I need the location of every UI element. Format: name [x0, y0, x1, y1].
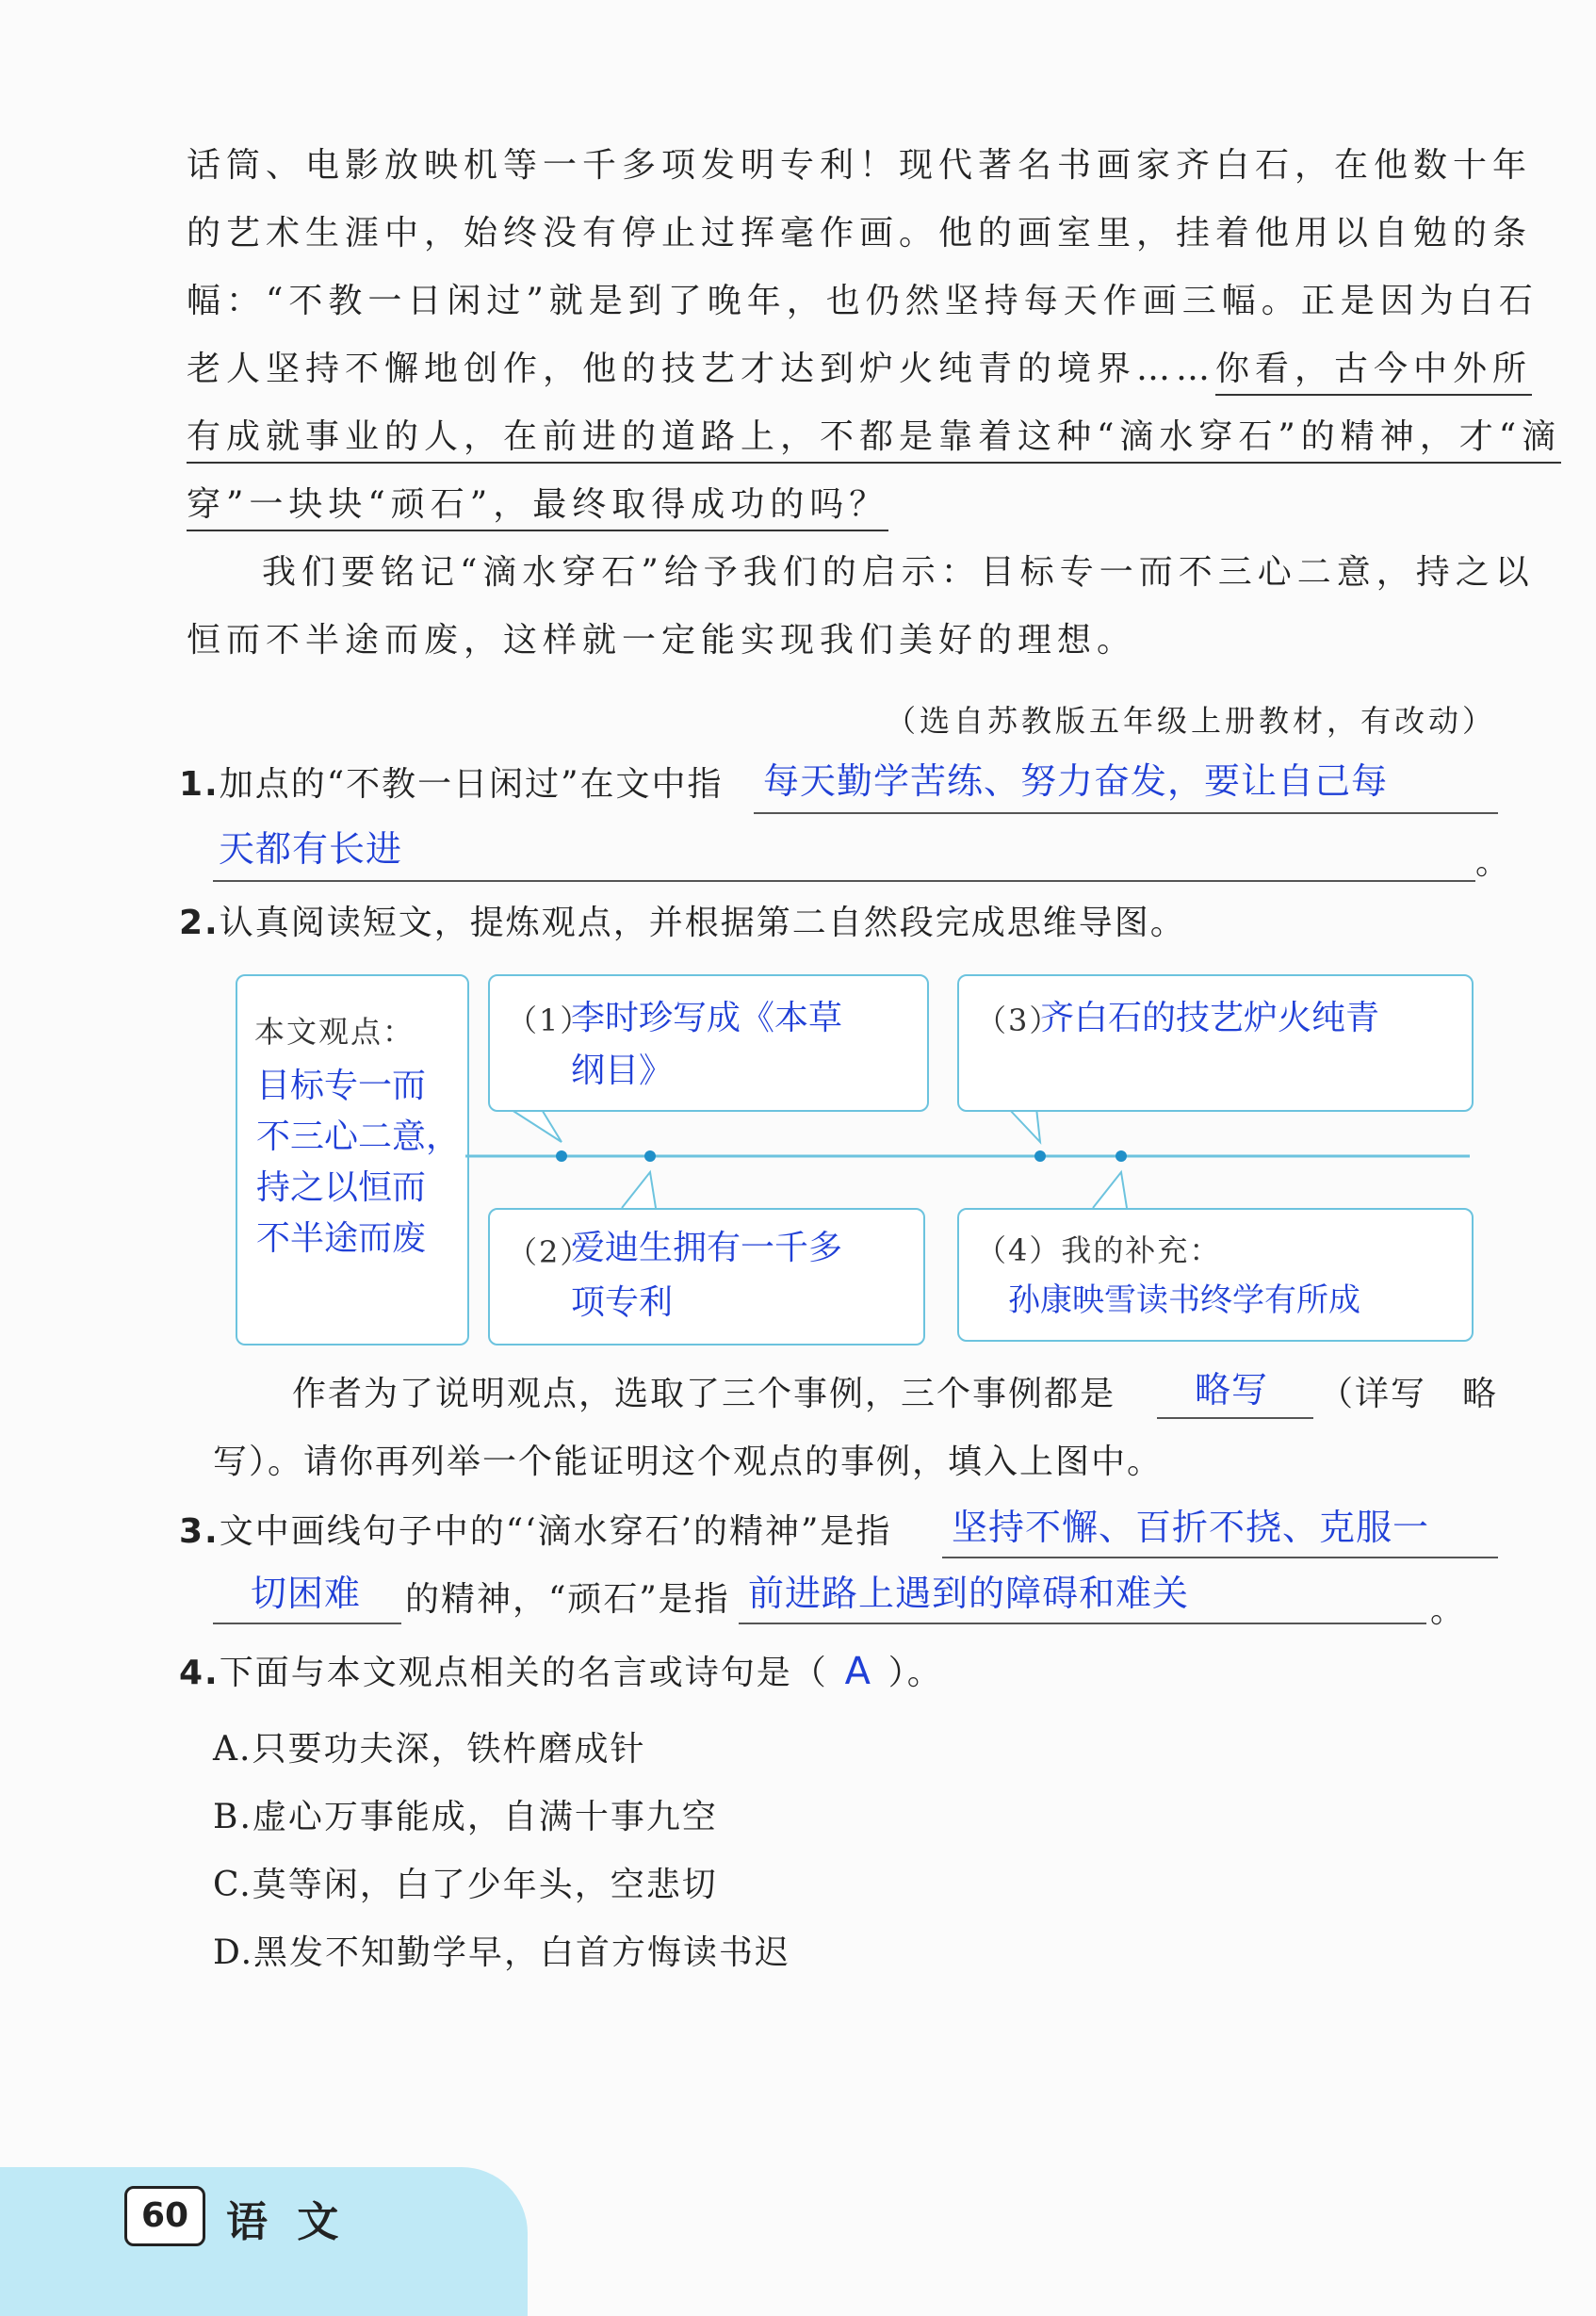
box2-pointer	[622, 1172, 656, 1208]
underlined-sentence-part-1: 你看，古今中外所	[1215, 350, 1532, 396]
box1-pointer	[509, 1108, 562, 1142]
viewpoint-answer-line-1: 目标专一而	[256, 1067, 427, 1105]
passage-line-2: 的艺术生涯中，始终没有停止过挥毫作画。他的画室里，挂着他用以自勉的条	[187, 214, 1533, 253]
box4-pointer	[1093, 1172, 1127, 1208]
question-3-blank-1[interactable]	[942, 1557, 1498, 1558]
question-4-text-end: ）。	[888, 1654, 943, 1692]
underlined-sentence-part-2: 有成就事业的人，在前进的道路上，不都是靠着这种“滴水穿石”的精神，才“滴	[187, 417, 1561, 464]
question-1-answer-2: 天都有长进	[219, 828, 403, 870]
source-note: （选自苏教版五年级上册教材，有改动）	[885, 703, 1496, 739]
paragraph-2-line-1: 我们要铭记“滴水穿石”给予我们的启示：目标专一而不三心二意，持之以	[262, 553, 1535, 592]
example-box-2-answer-line-2: 项专利	[571, 1283, 674, 1322]
question-3	[179, 1512, 892, 1551]
passage-line-1: 话筒、电影放映机等一千多项发明专利！现代著名书画家齐白石，在他数十年	[187, 146, 1533, 185]
question-3-answer-1: 坚持不懈、百折不挠、克服一	[952, 1507, 1430, 1548]
supplement-label: （4）我的补充：	[976, 1232, 1222, 1268]
underlined-sentence-part-3: 穿”一块块“顽石”，最终取得成功的吗？	[187, 485, 888, 531]
question-2-follow-answer: 略写	[1195, 1369, 1269, 1411]
question-4-number: 4.	[179, 1654, 220, 1692]
question-2-number: 2.	[179, 904, 220, 942]
question-1-period: 。	[1475, 843, 1512, 882]
passage-line-3: 幅：“不教一日闲过”就是到了晚年，也仍然坚持每天作画三幅。正是因为白石	[187, 282, 1539, 320]
option-b: B.虚心万事能成，自满十事九空	[213, 1798, 718, 1836]
question-4-text: 下面与本文观点相关的名言或诗句是（	[219, 1654, 828, 1692]
example-box-2-answer-line-1: 爱迪生拥有一千多	[571, 1229, 843, 1267]
viewpoint-answer-line-3: 持之以恒而	[256, 1168, 427, 1207]
question-3-period: 。	[1430, 1591, 1467, 1630]
example-box-2-label: （2）	[507, 1234, 593, 1270]
paragraph-2-line-2: 恒而不半途而废，这样就一定能实现我们美好的理想。	[187, 621, 1137, 660]
timeline-dot-1	[556, 1150, 567, 1162]
question-2-follow-blank[interactable]	[1157, 1417, 1313, 1419]
question-1-text: 加点的“不教一日闲过”在文中指	[219, 765, 724, 804]
question-2-follow-text-3: 写）。请你再列举一个能证明这个观点的事例，填入上图中。	[213, 1443, 1164, 1481]
question-2-follow-text-2: （详写 略	[1319, 1375, 1499, 1413]
timeline-dot-3	[1034, 1150, 1046, 1162]
question-4-answer[interactable]: A	[844, 1650, 871, 1693]
question-3-answer-2: 切困难	[251, 1573, 362, 1614]
question-4	[179, 1650, 943, 1693]
example-box-3-label: （3）	[976, 1003, 1062, 1038]
question-2-follow-text-1: 作者为了说明观点，选取了三个事例，三个事例都是	[292, 1375, 1116, 1413]
question-3-text: 文中画线句子中的“‘滴水穿石’的精神”是指	[219, 1512, 892, 1551]
timeline-dot-4	[1116, 1150, 1127, 1162]
viewpoint-answer-line-2: 不三心二意，	[256, 1117, 461, 1156]
question-3-blank-3[interactable]	[739, 1623, 1426, 1624]
example-box-1-answer-line-2: 纲目》	[571, 1052, 674, 1090]
page-number: 60	[124, 2186, 205, 2246]
question-1-answer-1: 每天勤学苦练、努力奋发，要让自己每	[763, 760, 1389, 802]
option-c: C.莫等闲，白了少年头，空悲切	[213, 1866, 718, 1904]
box3-pointer	[1008, 1108, 1040, 1142]
question-1-number: 1.	[179, 765, 220, 804]
example-box-1-answer-line-1: 李时珍写成《本草	[571, 999, 843, 1037]
question-3-blank-2[interactable]	[213, 1623, 401, 1624]
example-box-3-answer: 齐白石的技艺炉火纯青	[1040, 999, 1380, 1037]
viewpoint-answer-line-4: 不半途而废	[256, 1219, 427, 1258]
supplement-answer: 孙康映雪读书终学有所成	[1008, 1281, 1360, 1319]
question-2-text: 认真阅读短文，提炼观点，并根据第二自然段完成思维导图。	[219, 904, 1186, 942]
viewpoint-label: 本文观点：	[254, 1014, 415, 1050]
subject-title: 语 文	[226, 2198, 347, 2246]
option-d: D.黑发不知勤学早，白首方悔读书迟	[213, 1933, 791, 1972]
option-a: A.只要功夫深，铁杵磨成针	[213, 1730, 646, 1769]
question-3-number: 3.	[179, 1512, 220, 1551]
timeline-dot-2	[644, 1150, 656, 1162]
question-3-mid-text: 的精神，“顽石”是指	[405, 1580, 730, 1619]
question-3-answer-3: 前进路上遇到的障碍和难关	[748, 1573, 1190, 1614]
example-box-1-label: （1）	[507, 1003, 593, 1038]
passage-line-4-text: 老人坚持不懈地创作，他的技艺才达到炉火纯青的境界……	[187, 350, 1216, 388]
